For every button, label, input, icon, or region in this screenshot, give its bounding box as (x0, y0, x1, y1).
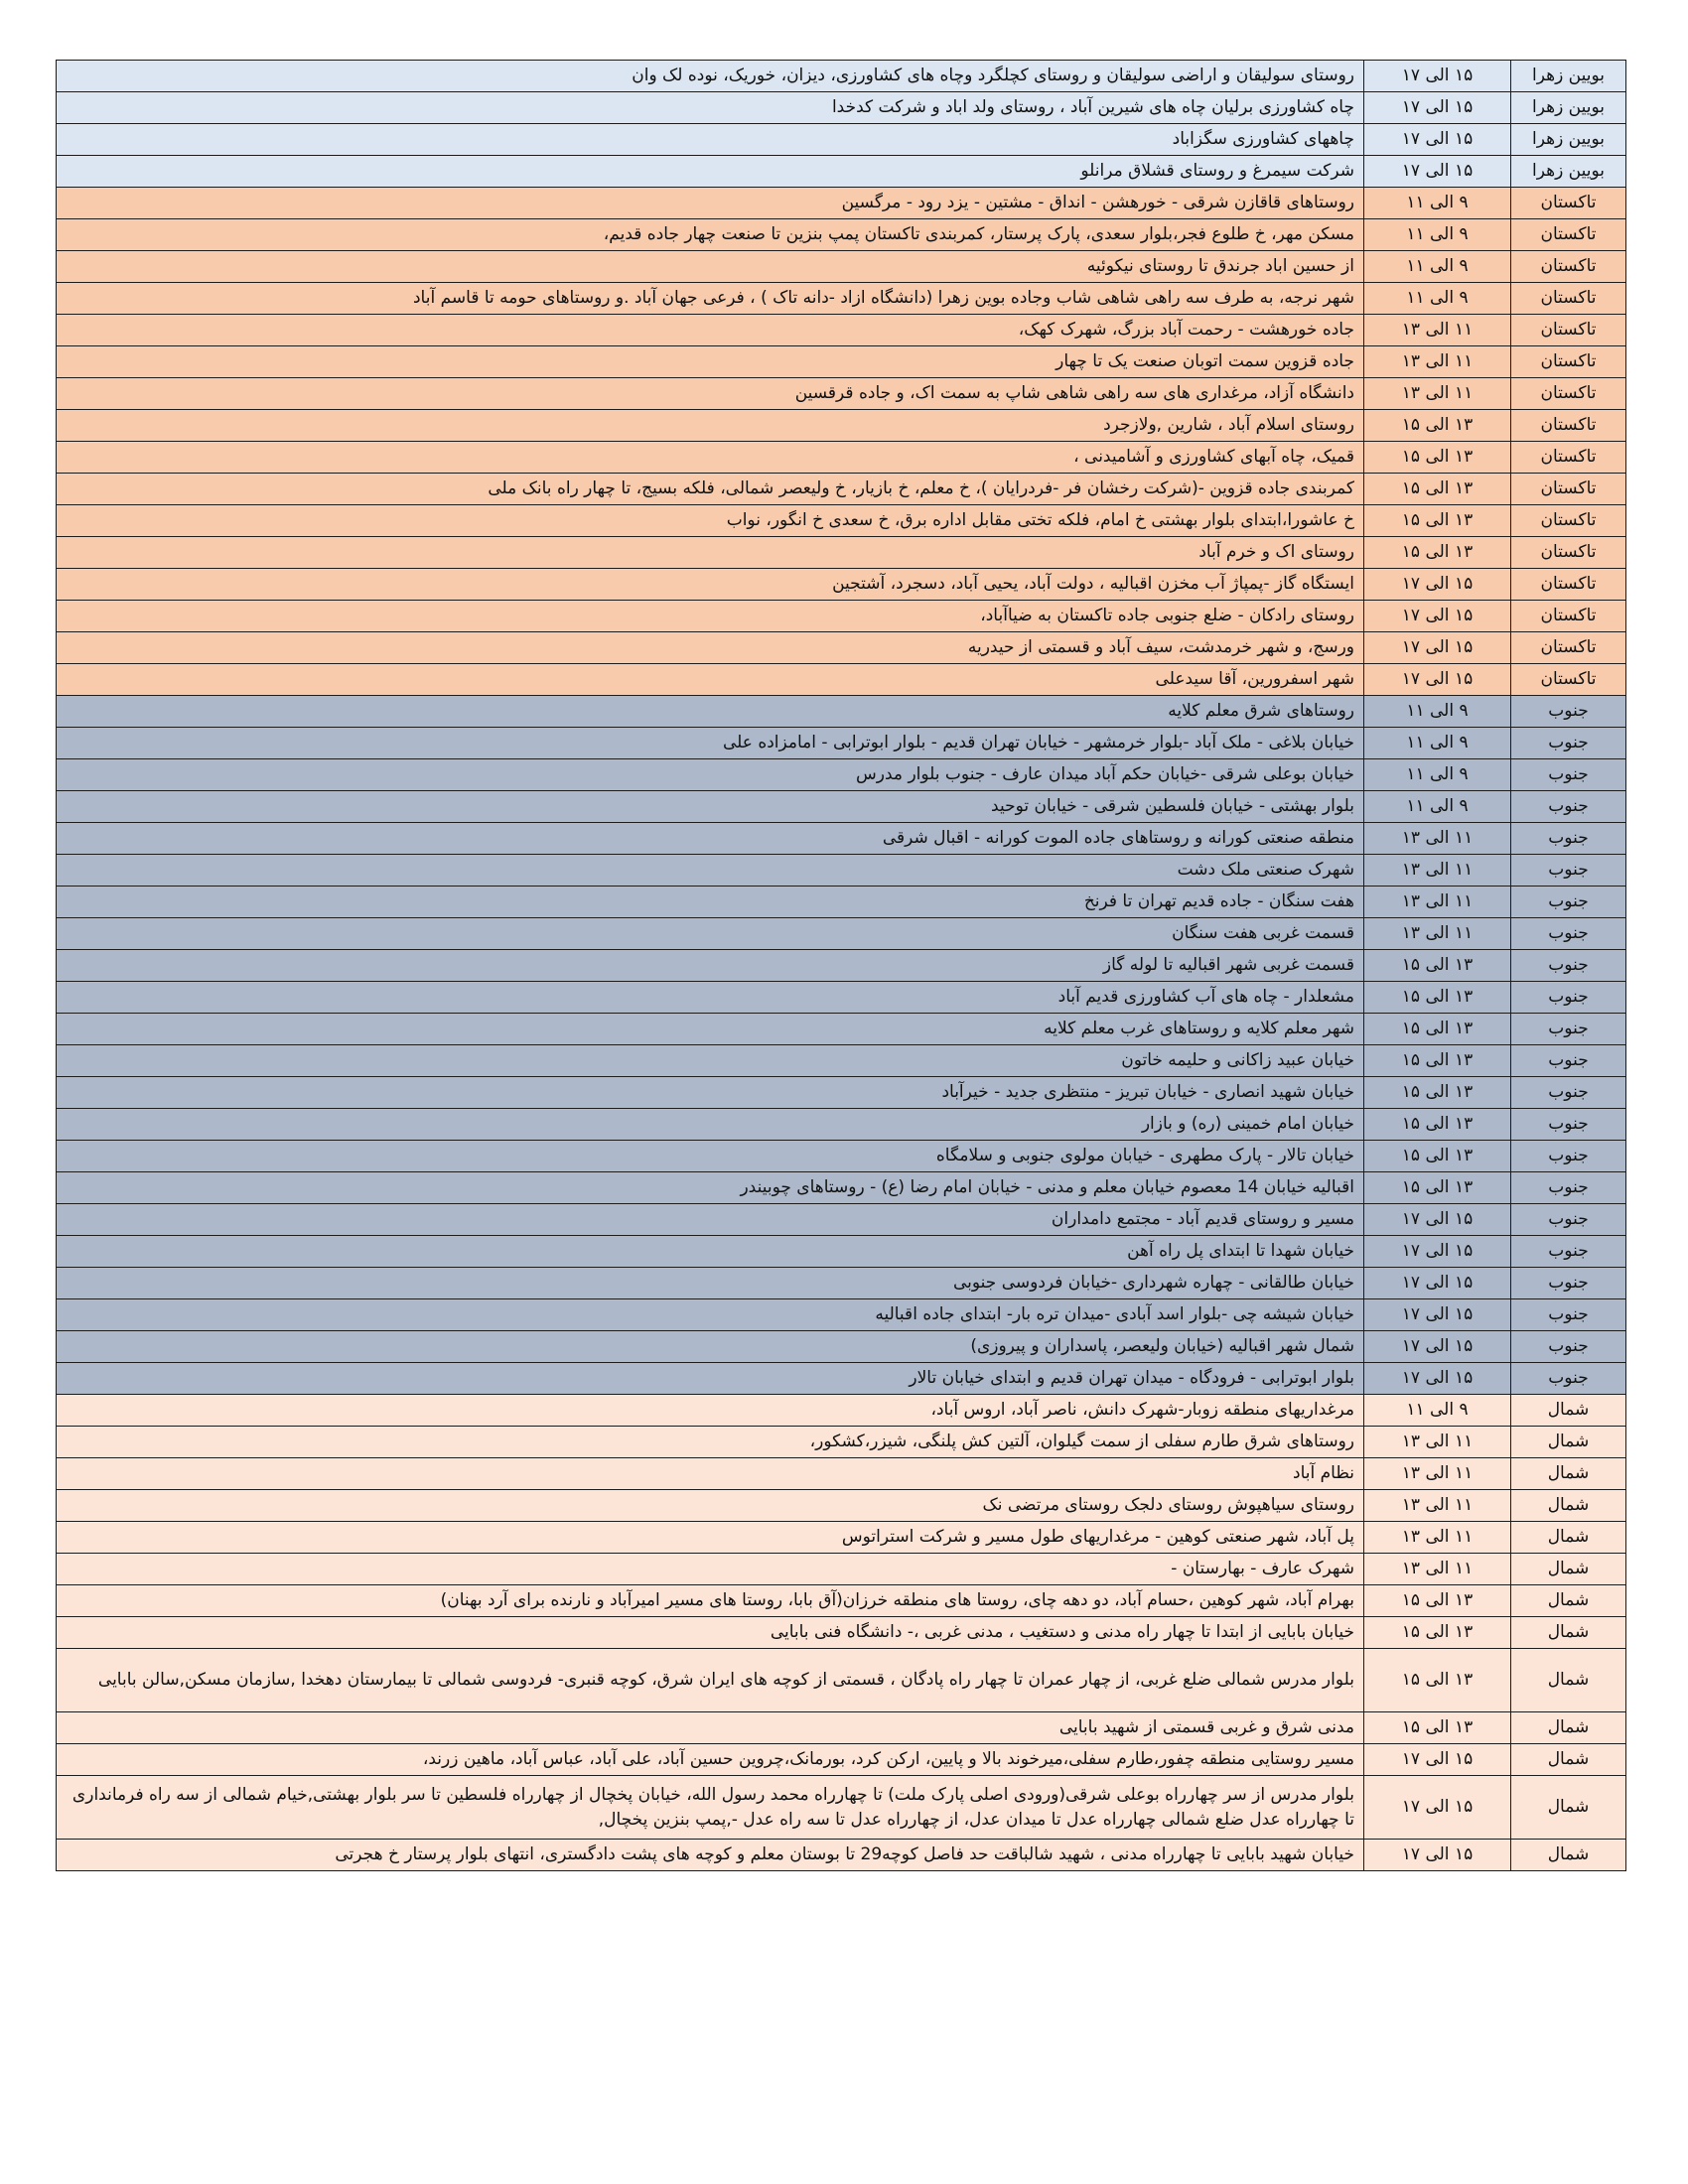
time-cell: ۱۳ الی ۱۵ (1364, 1141, 1511, 1172)
region-cell: جنوب (1511, 1109, 1626, 1141)
region-cell: شمال (1511, 1617, 1626, 1649)
table-row (57, 1172, 1626, 1204)
table-row (57, 1109, 1626, 1141)
area-description-cell: اقبالیه خیابان 14 معصوم خیابان معلم و مدنی - خیابان امام رضا (ع) - روستاهای چوبیندر (57, 1172, 1364, 1204)
time-cell: ۱۵ الی ۱۷ (1364, 632, 1511, 664)
time-cell: ۱۱ الی ۱۳ (1364, 1490, 1511, 1522)
table-row (57, 950, 1626, 982)
area-description-cell: روستاهای قاقازن شرقی - خورهشن - انداق - مشتین - یزد رود - مرگسین (57, 188, 1364, 219)
area-description-cell: هفت سنگان - جاده قدیم تهران تا فرنخ (57, 887, 1364, 918)
time-cell: ۱۱ الی ۱۳ (1364, 887, 1511, 918)
region-cell: تاکستان (1511, 315, 1626, 346)
time-cell: ۹ الی ۱۱ (1364, 283, 1511, 315)
area-description-cell: بلوار مدرس شمالی ضلع غربی، از چهار عمران تا چهار راه پادگان ، قسمتی از کوچه های ایران شرق، کوچه قنبری- فردوسی شمالی تا بیمارستان دهخدا ,سازمان مسکن,سالن بابایی (57, 1649, 1364, 1712)
region-cell: جنوب (1511, 887, 1626, 918)
time-cell: ۱۳ الی ۱۵ (1364, 982, 1511, 1014)
area-description-cell: خیابان شهید انصاری - خیابان تبریز - منتظری جدید - خیرآباد (57, 1077, 1364, 1109)
region-cell: جنوب (1511, 1077, 1626, 1109)
table-row (57, 759, 1626, 791)
table-row (57, 1458, 1626, 1490)
time-cell: ۱۵ الی ۱۷ (1364, 1299, 1511, 1331)
time-cell: ۱۳ الی ۱۵ (1364, 1109, 1511, 1141)
area-description-cell: روستای رادکان - ضلع جنوبی جاده تاکستان به ضیاآباد، (57, 601, 1364, 632)
area-description-cell: جاده قزوین سمت اتوبان صنعت یک تا چهار (57, 346, 1364, 378)
region-cell: جنوب (1511, 759, 1626, 791)
region-cell: جنوب (1511, 918, 1626, 950)
area-description-cell: مدنی شرق و غربی قسمتی از شهید بابایی (57, 1712, 1364, 1744)
table-row (57, 1204, 1626, 1236)
time-cell: ۱۳ الی ۱۵ (1364, 410, 1511, 442)
table-row (57, 1427, 1626, 1458)
time-cell: ۹ الی ۱۱ (1364, 728, 1511, 759)
area-description-cell: خیابان عبید زاکانی و حلیمه خاتون (57, 1045, 1364, 1077)
table-row (57, 1299, 1626, 1331)
table-row (57, 188, 1626, 219)
time-cell: ۹ الی ۱۱ (1364, 759, 1511, 791)
time-cell: ۱۱ الی ۱۳ (1364, 1458, 1511, 1490)
region-cell: جنوب (1511, 1014, 1626, 1045)
area-description-cell: منطقه صنعتی کورانه و روستاهای جاده الموت کورانه - اقبال شرقی (57, 823, 1364, 855)
table-row (57, 855, 1626, 887)
area-description-cell: کمربندی جاده قزوین -(شرکت رخشان فر -فردرایان )، خ معلم، خ بازیار، خ ولیعصر شمالی، فلکه بسیج، تا چهار راه بانک ملی (57, 474, 1364, 505)
table-row (57, 474, 1626, 505)
time-cell: ۱۳ الی ۱۵ (1364, 1649, 1511, 1712)
time-cell: ۱۵ الی ۱۷ (1364, 601, 1511, 632)
table-row (57, 124, 1626, 156)
time-cell: ۱۳ الی ۱۵ (1364, 537, 1511, 569)
region-cell: جنوب (1511, 1045, 1626, 1077)
region-cell: شمال (1511, 1490, 1626, 1522)
time-cell: ۹ الی ۱۱ (1364, 251, 1511, 283)
table-row (57, 569, 1626, 601)
area-description-cell: بلوار بهشتی - خیابان فلسطین شرقی - خیابان توحید (57, 791, 1364, 823)
area-description-cell: روستاهای شرق طارم سفلی از سمت گیلوان، آلتین کش پلنگی، شیزر،کشکور، (57, 1427, 1364, 1458)
region-cell: شمال (1511, 1395, 1626, 1427)
region-cell: جنوب (1511, 1331, 1626, 1363)
table-row (57, 728, 1626, 759)
time-cell: ۱۳ الی ۱۵ (1364, 1172, 1511, 1204)
region-cell: جنوب (1511, 1268, 1626, 1299)
area-description-cell: پل آباد، شهر صنعتی کوهین - مرغداریهای طول مسیر و شرکت استراتوس (57, 1522, 1364, 1554)
region-cell: بویین زهرا (1511, 61, 1626, 92)
region-cell: جنوب (1511, 1141, 1626, 1172)
region-cell: جنوب (1511, 1172, 1626, 1204)
region-cell: تاکستان (1511, 601, 1626, 632)
region-cell: بویین زهرا (1511, 156, 1626, 188)
time-cell: ۹ الی ۱۱ (1364, 791, 1511, 823)
region-cell: تاکستان (1511, 188, 1626, 219)
table-row (57, 219, 1626, 251)
time-cell: ۱۱ الی ۱۳ (1364, 1427, 1511, 1458)
region-cell: جنوب (1511, 1236, 1626, 1268)
area-description-cell: شهر نرجه، به طرف سه راهی شاهی شاب وجاده بوین زهرا (دانشگاه ازاد -دانه تاک ) ، فرعی جهان آباد .و روستاهای حومه تا قاسم آباد (57, 283, 1364, 315)
table-row (57, 1522, 1626, 1554)
time-cell: ۱۳ الی ۱۵ (1364, 1014, 1511, 1045)
table-row (57, 918, 1626, 950)
time-cell: ۱۳ الی ۱۵ (1364, 1045, 1511, 1077)
time-cell: ۹ الی ۱۱ (1364, 696, 1511, 728)
region-cell: بویین زهرا (1511, 124, 1626, 156)
area-description-cell: مشعلدار - چاه های آب کشاورزی قدیم آباد (57, 982, 1364, 1014)
table-row (57, 696, 1626, 728)
area-description-cell: خیابان بوعلی شرقی -خیابان حکم آباد میدان عارف - جنوب بلوار مدرس (57, 759, 1364, 791)
time-cell: ۱۳ الی ۱۵ (1364, 474, 1511, 505)
time-cell: ۱۳ الی ۱۵ (1364, 1712, 1511, 1744)
time-cell: ۱۳ الی ۱۵ (1364, 1617, 1511, 1649)
area-description-cell: دانشگاه آزاد، مرغداری های سه راهی شاهی شاپ به سمت اک، و جاده قرقسین (57, 378, 1364, 410)
region-cell: جنوب (1511, 982, 1626, 1014)
table-row (57, 1490, 1626, 1522)
table-row (57, 1585, 1626, 1617)
area-description-cell: بلوار ابوترابی - فرودگاه - میدان تهران قدیم و ابتدای خیابان تالار (57, 1363, 1364, 1395)
region-cell: تاکستان (1511, 378, 1626, 410)
area-description-cell: قمیک، چاه آبهای کشاورزی و آشامیدنی ، (57, 442, 1364, 474)
region-cell: جنوب (1511, 1363, 1626, 1395)
region-cell: جنوب (1511, 855, 1626, 887)
table-row (57, 1363, 1626, 1395)
time-cell: ۱۱ الی ۱۳ (1364, 378, 1511, 410)
area-description-cell: شرکت سیمرغ و روستای قشلاق مرانلو (57, 156, 1364, 188)
region-cell: شمال (1511, 1649, 1626, 1712)
region-cell: شمال (1511, 1458, 1626, 1490)
table-row (57, 378, 1626, 410)
region-cell: شمال (1511, 1427, 1626, 1458)
time-cell: ۱۵ الی ۱۷ (1364, 1204, 1511, 1236)
time-cell: ۱۵ الی ۱۷ (1364, 124, 1511, 156)
table-row (57, 1712, 1626, 1744)
time-cell: ۱۵ الی ۱۷ (1364, 1268, 1511, 1299)
region-cell: تاکستان (1511, 569, 1626, 601)
area-description-cell: خیابان شیشه چی -بلوار اسد آبادی -میدان تره بار- ابتدای جاده اقبالیه (57, 1299, 1364, 1331)
table-row (57, 1649, 1626, 1712)
table-row (57, 1077, 1626, 1109)
area-description-cell: از حسین اباد جرندق تا روستای نیکوئیه (57, 251, 1364, 283)
region-cell: شمال (1511, 1554, 1626, 1585)
time-cell: ۱۳ الی ۱۵ (1364, 442, 1511, 474)
area-description-cell: جاده خورهشت - رحمت آباد بزرگ، شهرک کهک، (57, 315, 1364, 346)
table-row (57, 1045, 1626, 1077)
region-cell: جنوب (1511, 728, 1626, 759)
time-cell: ۱۱ الی ۱۳ (1364, 346, 1511, 378)
area-description-cell: نظام آباد (57, 1458, 1364, 1490)
area-description-cell: روستای سولیقان و اراضی سولیقان و روستای کچلگرد وچاه های کشاورزی، دیزان، خوریک، نوده لک وان (57, 61, 1364, 92)
area-description-cell: مسیر روستایی منطقه چفور،طارم سفلی،میرخوند بالا و پایین، ارکن کرد، بورمانک،چروین حسین آباد، علی آباد، عباس آباد، ماهین زرند، (57, 1744, 1364, 1776)
area-description-cell: شهرک عارف - بهارستان - (57, 1554, 1364, 1585)
region-cell: تاکستان (1511, 632, 1626, 664)
area-description-cell: خیابان بابایی از ابتدا تا چهار راه مدنی و دستغیب ، مدنی غربی ،- دانشگاه فنی بابایی (57, 1617, 1364, 1649)
time-cell: ۱۵ الی ۱۷ (1364, 664, 1511, 696)
time-cell: ۱۵ الی ۱۷ (1364, 1744, 1511, 1776)
table-row (57, 92, 1626, 124)
area-description-cell: شهر معلم کلایه و روستاهای غرب معلم کلایه (57, 1014, 1364, 1045)
table-row (57, 442, 1626, 474)
area-description-cell: مسکن مهر، خ طلوع فجر،بلوار سعدی، پارک پرستار، کمربندی تاکستان پمپ بنزین تا صنعت چهار جاده قدیم، (57, 219, 1364, 251)
region-cell: شمال (1511, 1776, 1626, 1840)
time-cell: ۱۱ الی ۱۳ (1364, 1554, 1511, 1585)
time-cell: ۱۵ الی ۱۷ (1364, 1236, 1511, 1268)
table-row (57, 601, 1626, 632)
table-row (57, 1744, 1626, 1776)
region-cell: تاکستان (1511, 664, 1626, 696)
region-cell: جنوب (1511, 950, 1626, 982)
time-cell: ۹ الی ۱۱ (1364, 1395, 1511, 1427)
region-cell: تاکستان (1511, 537, 1626, 569)
table-row (57, 283, 1626, 315)
table-row (57, 791, 1626, 823)
region-cell: شمال (1511, 1840, 1626, 1871)
table-row (57, 1617, 1626, 1649)
area-description-cell: خیابان بلاغی - ملک آباد -بلوار خرمشهر - خیابان تهران قدیم - بلوار ابوترابی - امامزاده علی (57, 728, 1364, 759)
region-cell: تاکستان (1511, 219, 1626, 251)
region-cell: شمال (1511, 1744, 1626, 1776)
time-cell: ۱۳ الی ۱۵ (1364, 505, 1511, 537)
region-cell: شمال (1511, 1712, 1626, 1744)
time-cell: ۱۱ الی ۱۳ (1364, 1522, 1511, 1554)
table-row (57, 251, 1626, 283)
area-description-cell: شهر اسفرورین، آقا سیدعلی (57, 664, 1364, 696)
table-row (57, 505, 1626, 537)
area-description-cell: شمال شهر اقبالیه (خیابان ولیعصر، پاسداران و پیروزی) (57, 1331, 1364, 1363)
area-description-cell: مسیر و روستای قدیم آباد - مجتمع دامداران (57, 1204, 1364, 1236)
region-cell: جنوب (1511, 823, 1626, 855)
area-description-cell: روستای سیاهپوش روستای دلجک روستای مرتضی نک (57, 1490, 1364, 1522)
area-description-cell: شهرک صنعتی ملک دشت (57, 855, 1364, 887)
time-cell: ۱۱ الی ۱۳ (1364, 823, 1511, 855)
schedule-rows (57, 61, 1626, 1871)
time-cell: ۹ الی ۱۱ (1364, 188, 1511, 219)
time-cell: ۱۳ الی ۱۵ (1364, 1585, 1511, 1617)
time-cell: ۱۱ الی ۱۳ (1364, 855, 1511, 887)
time-cell: ۱۵ الی ۱۷ (1364, 1776, 1511, 1840)
area-description-cell: روستای اسلام آباد ، شارین ,ولازجرد (57, 410, 1364, 442)
table-row (57, 61, 1626, 92)
region-cell: شمال (1511, 1585, 1626, 1617)
table-row (57, 315, 1626, 346)
table-row (57, 410, 1626, 442)
region-cell: تاکستان (1511, 474, 1626, 505)
time-cell: ۱۵ الی ۱۷ (1364, 92, 1511, 124)
region-cell: جنوب (1511, 1204, 1626, 1236)
region-cell: تاکستان (1511, 346, 1626, 378)
table-row (57, 1331, 1626, 1363)
power-outage-schedule (56, 60, 1626, 1871)
time-cell: ۱۳ الی ۱۵ (1364, 950, 1511, 982)
table-row (57, 1141, 1626, 1172)
region-cell: جنوب (1511, 791, 1626, 823)
table-row (57, 1268, 1626, 1299)
area-description-cell: خیابان امام خمینی (ره) و بازار (57, 1109, 1364, 1141)
region-cell: جنوب (1511, 1299, 1626, 1331)
region-cell: تاکستان (1511, 283, 1626, 315)
schedule-table (56, 60, 1626, 1871)
area-description-cell: قسمت غربی هفت سنگان (57, 918, 1364, 950)
time-cell: ۹ الی ۱۱ (1364, 219, 1511, 251)
time-cell: ۱۵ الی ۱۷ (1364, 156, 1511, 188)
time-cell: ۱۵ الی ۱۷ (1364, 1840, 1511, 1871)
table-row (57, 887, 1626, 918)
area-description-cell: ایستگاه گاز -پمپاژ آب مخزن اقبالیه ، دولت آباد، یحیی آباد، دسجرد، آشتجین (57, 569, 1364, 601)
time-cell: ۱۱ الی ۱۳ (1364, 918, 1511, 950)
area-description-cell: خیابان طالقانی - چهاره شهرداری -خیابان فردوسی جنوبی (57, 1268, 1364, 1299)
table-row (57, 1014, 1626, 1045)
time-cell: ۱۵ الی ۱۷ (1364, 1363, 1511, 1395)
region-cell: تاکستان (1511, 442, 1626, 474)
time-cell: ۱۳ الی ۱۵ (1364, 1077, 1511, 1109)
area-description-cell: خیابان شهدا تا ابتدای پل راه آهن (57, 1236, 1364, 1268)
table-row (57, 1236, 1626, 1268)
region-cell: تاکستان (1511, 410, 1626, 442)
region-cell: جنوب (1511, 696, 1626, 728)
area-description-cell: خ عاشورا،ابتدای بلوار بهشتی خ امام، فلکه تختی مقابل اداره برق، خ سعدی خ انگور، نواب (57, 505, 1364, 537)
area-description-cell: چاههای کشاورزی سگزاباد (57, 124, 1364, 156)
area-description-cell: بهرام آباد، شهر کوهین ،حسام آباد، دو دهه چای، روستا های منطقه خرزان(آق بابا، روستا های مسیر امیرآباد و نارنده برای آرد بهنان) (57, 1585, 1364, 1617)
area-description-cell: روستای اک و خرم آباد (57, 537, 1364, 569)
table-row (57, 982, 1626, 1014)
area-description-cell: خیابان تالار - پارک مطهری - خیابان مولوی جنوبی و سلامگاه (57, 1141, 1364, 1172)
region-cell: تاکستان (1511, 505, 1626, 537)
table-row (57, 1554, 1626, 1585)
area-description-cell: مرغداریهای منطقه زوبار-شهرک دانش، ناصر آباد، اروس آباد، (57, 1395, 1364, 1427)
table-row (57, 1395, 1626, 1427)
table-row (57, 346, 1626, 378)
region-cell: بویین زهرا (1511, 92, 1626, 124)
table-row (57, 632, 1626, 664)
time-cell: ۱۵ الی ۱۷ (1364, 61, 1511, 92)
time-cell: ۱۵ الی ۱۷ (1364, 1331, 1511, 1363)
area-description-cell: بلوار مدرس از سر چهارراه بوعلی شرقی(ورودی اصلی پارک ملت) تا چهارراه محمد رسول الله، خیابان پخچال از چهارراه فلسطین تا سر بلوار بهشتی,خیام شمالی از سه راه فرمانداری تا چهارراه عدل ضلع شمالی چهارراه عدل تا میدان عدل، از چهارراه عدل تا سه راه عدل -,پمپ بنزین پخچال, (57, 1776, 1364, 1840)
region-cell: تاکستان (1511, 251, 1626, 283)
table-row (57, 537, 1626, 569)
table-row (57, 664, 1626, 696)
table-row (57, 1776, 1626, 1840)
area-description-cell: خیابان شهید بابایی تا چهارراه مدنی ، شهید شالباقت حد فاصل کوچه29 تا بوستان معلم و کوچه های پشت دادگستری، انتهای بلوار پرستار خ هجرتی (57, 1840, 1364, 1871)
area-description-cell: ورسج، و شهر خرمدشت، سیف آباد و قسمتی از حیدریه (57, 632, 1364, 664)
time-cell: ۱۵ الی ۱۷ (1364, 569, 1511, 601)
area-description-cell: قسمت غربی شهر اقبالیه تا لوله گاز (57, 950, 1364, 982)
area-description-cell: روستاهای شرق معلم کلایه (57, 696, 1364, 728)
table-row (57, 156, 1626, 188)
table-row (57, 1840, 1626, 1871)
area-description-cell: چاه کشاورزی برلیان چاه های شیرین آباد ، روستای ولد اباد و شرکت کدخدا (57, 92, 1364, 124)
region-cell: شمال (1511, 1522, 1626, 1554)
table-row (57, 823, 1626, 855)
time-cell: ۱۱ الی ۱۳ (1364, 315, 1511, 346)
